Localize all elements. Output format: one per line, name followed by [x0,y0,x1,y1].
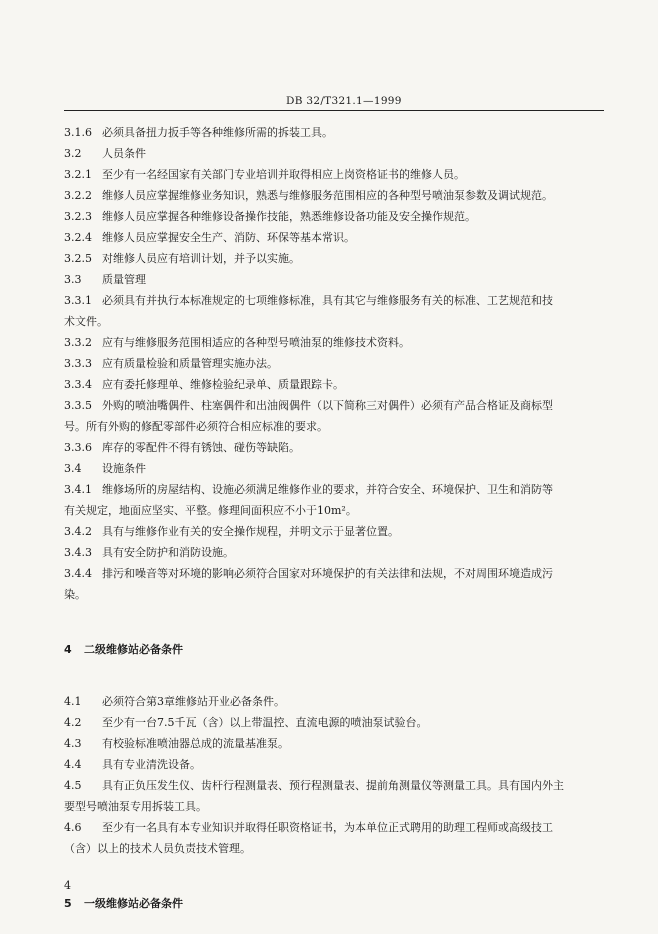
clause-text: 至少有一名具有本专业知识并取得任职资格证书，为本单位正式聘用的助理工程师或高级技工 [102,821,553,834]
clause-3-2-1 [64,164,604,185]
clause-text-continued: 有关规定，地面应坚实、平整。修理间面积应不小于10m²。 [64,504,357,517]
clause-number: 3.2 [64,147,82,160]
clause-number: 3.2.3 [64,210,92,223]
chapter-title: 二级维修站必备条件 [84,643,183,656]
clause-number: 4.6 [64,821,82,834]
clause-number: 3.3.5 [64,399,92,412]
page-number: 4 [64,879,71,892]
chapter-4-heading [64,639,604,660]
document-code: DB 32/T321.1—1999 [286,95,402,107]
clause-number: 3.2.5 [64,252,92,265]
clause-text: 库存的零配件不得有锈蚀、碰伤等缺陷。 [102,441,300,454]
clause-3-2-4 [64,227,604,248]
section-3-4 [64,458,604,479]
chapter-number: 4 [64,643,72,656]
clause-number: 3.3.4 [64,378,92,391]
clause-text: 应有与维修服务范围相适应的各种型号喷油泵的维修技术资料。 [102,336,410,349]
chapter-5-heading [64,893,604,914]
clause-text: 至少有一名经国家有关部门专业培训并取得相应上岗资格证书的维修人员。 [102,168,465,181]
clause-text: 维修人员应掌握维修业务知识，熟悉与维修服务范围相应的各种型号喷油泵参数及调试规范。 [102,189,553,202]
clause-number: 4.2 [64,716,82,729]
clause-text: 必须具有并执行本标准规定的七项维修标准，具有其它与维修服务有关的标准、工艺规范和技 [102,294,553,307]
clause-3-4-1-cont [64,500,604,521]
clause-number: 3.1.6 [64,126,92,139]
clause-text: 外购的喷油嘴偶件、柱塞偶件和出油阀偶件（以下简称三对偶件）必须有产品合格证及商标型 [102,399,553,412]
clause-3-3-2 [64,332,604,353]
clause-3-4-1 [64,479,604,500]
clause-text: 排污和噪音等对环境的影响必须符合国家对环境保护的有关法律和法规，不对周围环境造成污 [102,567,553,580]
clause-text: 应有委托修理单、维修检验纪录单、质量跟踪卡。 [102,378,344,391]
clause-3-3-3 [64,353,604,374]
clause-text: 具有专业清洗设备。 [102,758,201,771]
clause-number: 3.4.2 [64,525,92,538]
clause-3-4-3 [64,542,604,563]
clause-4-5 [64,775,604,796]
chapter-number: 5 [64,897,72,910]
clause-number: 3.3.3 [64,357,92,370]
clause-text: 具有与维修作业有关的安全操作规程，并明文示于显著位置。 [102,525,399,538]
clause-number: 3.2.1 [64,168,92,181]
clause-number: 3.4 [64,462,82,475]
clause-3-2-2 [64,185,604,206]
clause-4-2 [64,712,604,733]
clause-text: 至少有一台7.5千瓦（含）以上带温控、直流电源的喷油泵试验台。 [102,716,428,729]
clause-3-3-1 [64,290,604,311]
clause-text: 必须具备扭力扳手等各种维修所需的拆装工具。 [102,126,333,139]
clause-number: 3.3 [64,273,82,286]
clause-text: 必须符合第3章维修站开业必备条件。 [102,695,285,708]
clause-3-3-6 [64,437,604,458]
section-3-3 [64,269,604,290]
section-title: 设施条件 [102,462,146,475]
clause-number: 4.5 [64,779,82,792]
section-3-2 [64,143,604,164]
clause-3-3-4 [64,374,604,395]
clause-text-continued: 要型号喷油泵专用拆装工具。 [64,800,207,813]
clause-4-3 [64,733,604,754]
clause-4-5-cont [64,796,604,817]
clause-3-1-6 [64,122,604,143]
spacer [64,859,604,893]
spacer [64,660,604,691]
page-content [64,122,604,914]
clause-number: 4.1 [64,695,82,708]
clause-3-4-4-cont [64,584,604,605]
clause-number: 4.4 [64,758,82,771]
clause-3-3-1-cont [64,311,604,332]
clause-4-6 [64,817,604,838]
section-title: 人员条件 [102,147,146,160]
clause-text: 维修人员应掌握各种维修设备操作技能，熟悉维修设备功能及安全操作规范。 [102,210,476,223]
clause-4-6-cont [64,838,604,859]
clause-text: 具有安全防护和消防设施。 [102,546,234,559]
clause-number: 3.2.4 [64,231,92,244]
clause-text-continued: 术文件。 [64,315,108,328]
spacer [64,605,604,639]
clause-number: 3.3.1 [64,294,92,307]
clause-3-2-3 [64,206,604,227]
clause-text-continued: （含）以上的技术人员负责技术管理。 [64,842,251,855]
header-rule [64,110,604,111]
clause-4-4 [64,754,604,775]
clause-number: 3.3.2 [64,336,92,349]
clause-4-1 [64,691,604,712]
clause-text: 对维修人员应有培训计划，并予以实施。 [102,252,300,265]
chapter-title: 一级维修站必备条件 [84,897,183,910]
clause-3-4-4 [64,563,604,584]
clause-text: 维修场所的房屋结构、设施必须满足维修作业的要求，并符合安全、环境保护、卫生和消防等 [102,483,553,496]
clause-number: 4.3 [64,737,82,750]
clause-number: 3.3.6 [64,441,92,454]
section-title: 质量管理 [102,273,146,286]
clause-text: 应有质量检验和质量管理实施办法。 [102,357,278,370]
clause-number: 3.4.3 [64,546,92,559]
clause-3-2-5 [64,248,604,269]
clause-3-4-2 [64,521,604,542]
clause-number: 3.4.1 [64,483,92,496]
clause-3-3-5 [64,395,604,416]
clause-text-continued: 号。所有外购的修配零部件必须符合相应标准的要求。 [64,420,328,433]
clause-text-continued: 染。 [64,588,86,601]
clause-number: 3.2.2 [64,189,92,202]
clause-number: 3.4.4 [64,567,92,580]
clause-text: 具有正负压发生仪、齿杆行程测量表、预行程测量表、提前角测量仪等测量工具。具有国内外主 [102,779,564,792]
clause-3-3-5-cont [64,416,604,437]
clause-text: 有校验标准喷油器总成的流量基准泵。 [102,737,289,750]
clause-text: 维修人员应掌握安全生产、消防、环保等基本常识。 [102,231,355,244]
